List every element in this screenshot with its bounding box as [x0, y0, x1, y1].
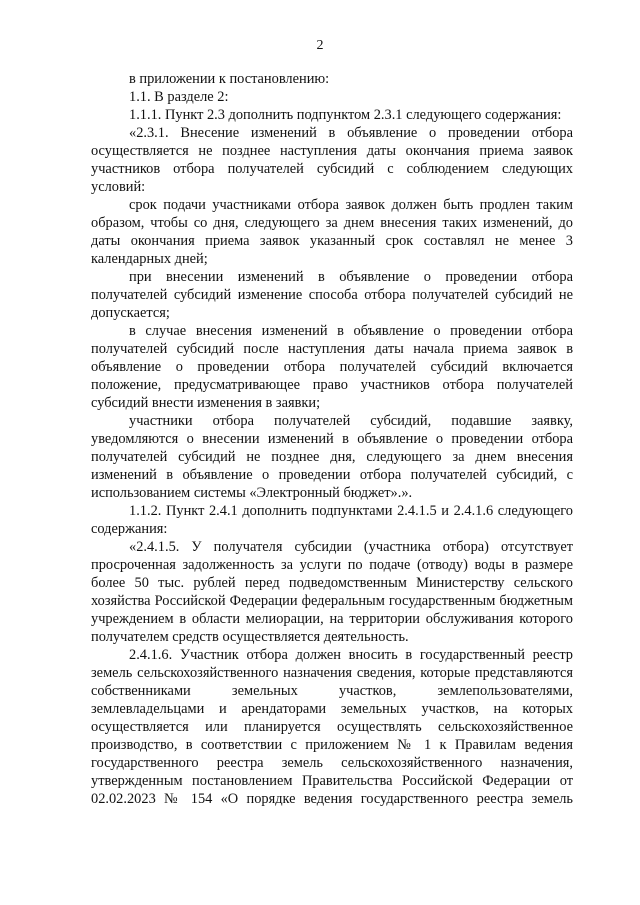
paragraph-notification: участники отбора получателей субсидий, подавшие заявку, уведомляются о внесении изменений в объявление о проведении отбора получателей субсидий не позднее дня, следующего за днем внесения изменений в объявление о проведении отбора получателей субсидий, с использованием системы «Электронный бюджет».».	[91, 413, 573, 501]
paragraph-deadline-extension: срок подачи участниками отбора заявок должен быть продлен таким образом, чтобы со дня, следующего за днем внесения таких изменений, до даты окончания приема заявок указанный срок составлял не менее 3 календарных дней;	[91, 197, 573, 267]
paragraph-1-1-1: 1.1.1. Пункт 2.3 дополнить подпунктом 2.3.1 следующего содержания:	[129, 107, 562, 123]
paragraph-1-1-2: 1.1.2. Пункт 2.4.1 дополнить подпунктами 2.4.1.5 и 2.4.1.6 следующего содержания:	[91, 503, 573, 537]
page-number: 2	[316, 38, 324, 53]
paragraph-method-unchanged: при внесении изменений в объявление о проведении отбора получателей субсидий изменение способа отбора получателей субсидий не допускается;	[91, 269, 573, 321]
document-body	[91, 70, 573, 808]
paragraph-intro: в приложении к постановлению:	[129, 71, 330, 87]
paragraph-amend-applications: в случае внесения изменений в объявление о проведении отбора получателей субсидий после наступления даты начала приема заявок в объявление о проведении отбора получателей субсидий включается положение, предусматривающее право участников отбора получателей субсидий внести изменения в заявки;	[91, 323, 573, 411]
paragraph-2-3-1: «2.3.1. Внесение изменений в объявление о проведении отбора осуществляется не позднее наступления даты окончания приема заявок участников отбора получателей субсидий с соблюдением следующих условий:	[91, 125, 573, 195]
paragraph-2-4-1-6: 2.4.1.6. Участник отбора должен вносить в государственный реестр земель сельскохозяйственного назначения сведения, которые представляются собственниками земельных участков, землепользователями, землевладельцами и арендаторами земельных участков, на которых осуществляется или планируется осуществлять сельскохозяйственное производство, в соответствии с приложением № 1 к Правилам ведения государственного реестра земель сельскохозяйственного назначения, утвержденным постановлением Правительства Российской Федерации от 02.02.2023 № 154 «О порядке ведения государственного реестра земель	[91, 647, 573, 807]
paragraph-2-4-1-5: «2.4.1.5. У получателя субсидии (участника отбора) отсутствует просроченная задолженность за услуги по подаче (отводу) воды в размере более 50 тыс. рублей перед подведомственным Министерству сельского хозяйства Российской Федерации федеральным государственным бюджетным учреждением в области мелиорации, на территории обслуживания которого получателем средств осуществляется деятельность.	[91, 539, 573, 645]
paragraph-section-2: 1.1. В разделе 2:	[129, 89, 229, 105]
